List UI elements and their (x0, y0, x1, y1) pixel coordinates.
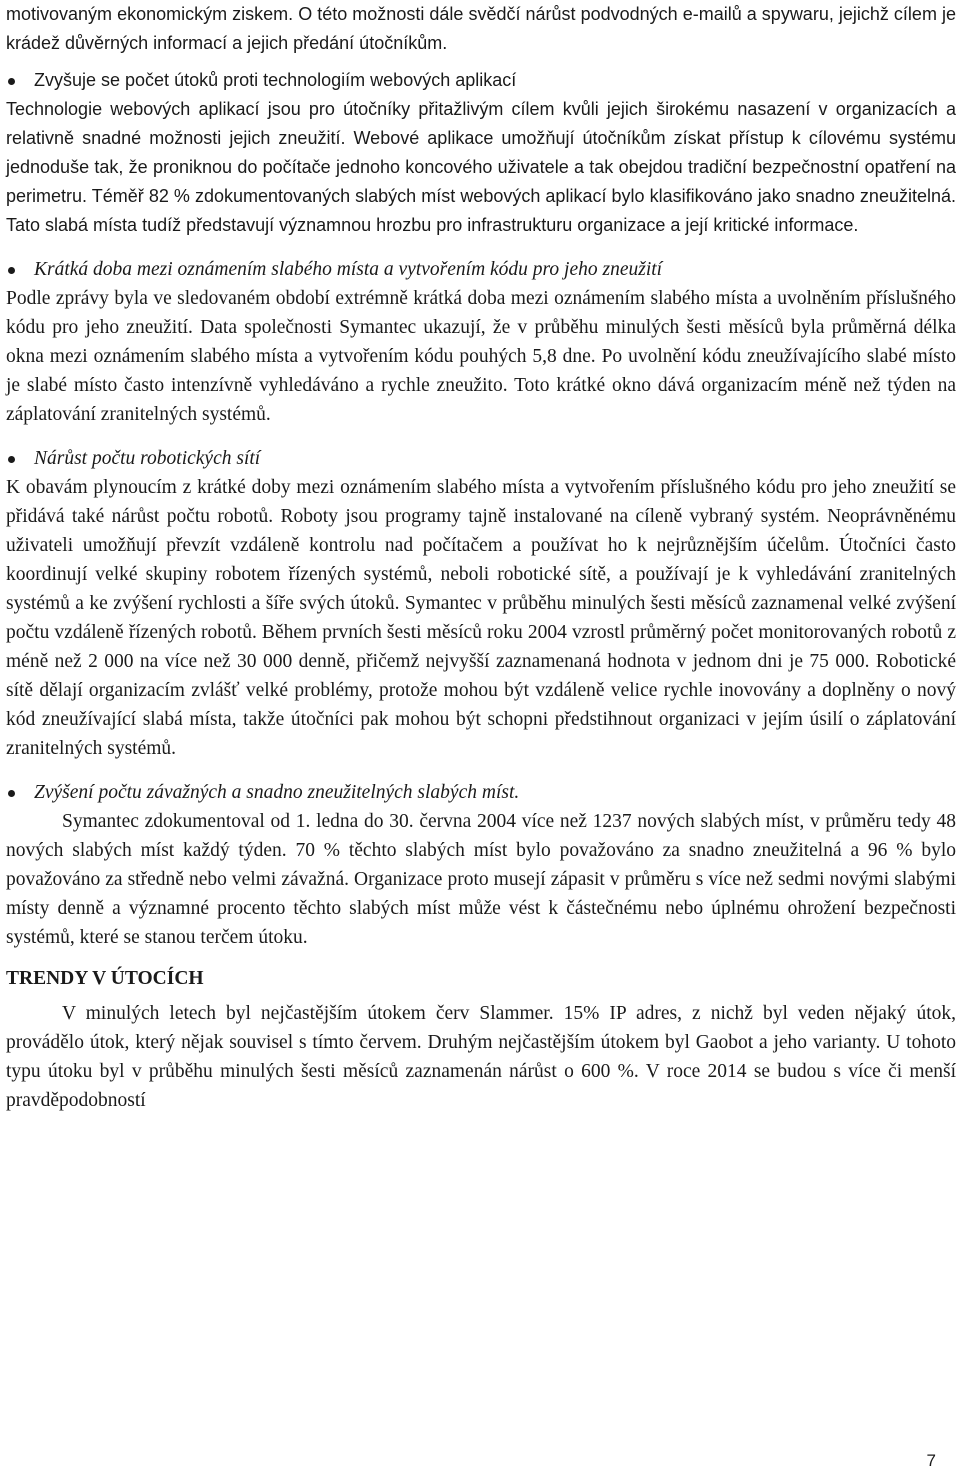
bullet-icon (8, 790, 15, 797)
bullet-icon (8, 267, 15, 274)
paragraph-vulnerabilities: Symantec zdokumentoval od 1. ledna do 30. června 2004 více než 1237 nových slabých míst, v průměru tedy 48 nových slabých míst každý týden. 70 % těchto slabých míst bylo považováno za snadno zneužitelná a 96 % bylo považováno za středně nebo velmi závažná. Organizace proto musejí zápasit v průměru s více než sedmi novými slabými místy denně a významné procento těchto slabých míst může vést k částečnému nebo úplnému ohrožení bezpečnosti systémů, které se stanou terčem útoku. (6, 811, 956, 948)
paragraph-botnets: K obavám plynoucím z krátké doby mezi oznámením slabého místa a vytvořením příslušného kódu pro jeho zneužití se přidává také nárůst počtu robotů. Roboty jsou programy tajně instalované na cíleně vybraný systém. Neoprávněnému uživateli umožňují převzít vzdáleně kontrolu nad počítačem a používat ho k nejrůznějším účelům. Útočníci často koordinují velké skupiny robotem řízených systémů, neboli robotické sítě, a používají je k vyhledávání zranitelných systémů a ke zvýšení rychlosti a šíře svých útoků. Symantec v průběhu minulých šesti měsíců zaznamenal velké zvýšení počtu vzdáleně řízených robotů. Během prvních šesti měsíců roku 2004 vzrostl průměrný počet monitorovaných robotů z méně než 2 000 na více než 30 000 denně, přičemž nejvyšší zaznamenaná hodnota v jednom dni je 75 000. Robotické sítě dělají organizacím zvlášť velké problémy, protože mohou být vzdáleně velice rychle inovovány a doplněny o nový kód zneužívající slabá místa, takže útočníci pak mohou být schopni předstihnout organizaci v jejím úsilí o záplatování zranitelných systémů. (6, 477, 956, 759)
bullet-heading-text: Nárůst počtu robotických sítí (34, 448, 261, 469)
section-heading-trends: TRENDY V ÚTOCÍCH (6, 968, 204, 989)
bullet-heading-text: Zvyšuje se počet útoků proti technologiím webových aplikací (34, 70, 517, 90)
bullet-heading-short-window (6, 255, 956, 284)
paragraph-short-window: Podle zprávy byla ve sledovaném období extrémně krátká doba mezi oznámením slabého místa a uvolněním příslušného kódu pro jeho zneužití. Data společnosti Symantec ukazují, že v průběhu minulých šesti měsíců byla průměrná délka okna mezi oznámením slabého místa a vytvořením kódu pouhých 5,8 dne. Po uvolnění kódu zneužívajícího slabé místo je slabé místo často intenzívně vyhledáváno a rychle zneužito. Toto krátké okno dává organizacím méně než týden na záplatování zranitelných systémů. (6, 288, 956, 425)
bullet-heading-botnets (6, 444, 956, 473)
paragraph-web-apps: Technologie webových aplikací jsou pro útočníky přitažlivým cílem kvůli jejich širokému nasazení v organizacích a relativně snadné možnosti jejich zneužití. Webové aplikace umožňují útočníkům získat přístup k cílovému systému jednoduše tak, že proniknou do počítače jednoho koncového uživatele a tak obejdou tradiční bezpečnostní opatření na perimetru. Téměř 82 % zdokumentovaných slabých míst webových aplikací bylo klasifikováno jako snadno zneužitelná. Tato slabá místa tudíž představují významnou hrozbu pro infrastrukturu organizace a její kritické informace. (6, 99, 956, 235)
bullet-heading-web-apps (6, 66, 956, 95)
bullet-icon (8, 78, 15, 85)
paragraph-trends: V minulých letech byl nejčastějším útokem červ Slammer. 15% IP adres, z nichž byl veden nějaký útok, provádělo útok, který nějak souvisel s tímto červem. Druhým nejčastějším útokem byl Gaobot a jeho varianty. U tohoto typu útoku byl v průběhu minulých šesti měsíců zaznamenán nárůst o 600 %. V roce 2014 se budou s více či menší pravděpodobností (6, 1003, 956, 1111)
page-number: 7 (926, 1451, 936, 1470)
bullet-heading-text: Krátká doba mezi oznámením slabého místa a vytvořením kódu pro jeho zneužití (34, 259, 663, 280)
bullet-icon (8, 456, 15, 463)
bullet-heading-vulnerabilities (6, 778, 956, 807)
bullet-heading-text: Zvýšení počtu závažných a snadno zneužitelných slabých míst. (34, 782, 520, 803)
intro-paragraph: motivovaným ekonomickým ziskem. O této možnosti dále svědčí nárůst podvodných e-mailů a spywaru, jejichž cílem je krádež důvěrných informací a jejich předání útočníkům. (6, 4, 956, 53)
